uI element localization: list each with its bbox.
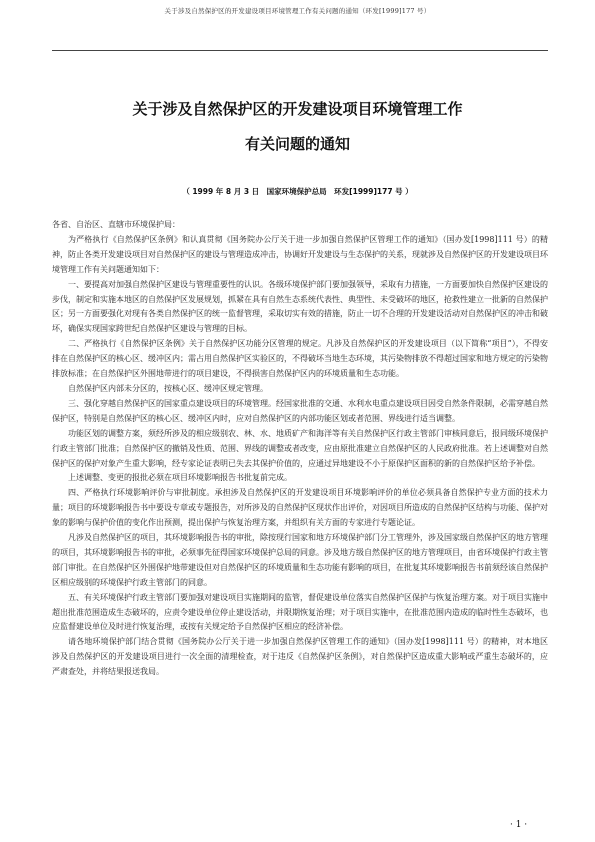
paragraph-section-1: 一、要提高对加强自然保护区建设与管理重要性的认识。各级环境保护部门要加强领导，采取有力措施，一方面要加快自然保护区建设的步伐，制定和实施本地区的自然保护区发展规划，抓紧在具有自然生态系统代表性、典型性、未受破坏的地区，抢救性建立一批新的自然保护区；另一方面要强化对现有各类自然保护区的统一监督管理，采取切实有效的措施，防止一切不合理的开发建设活动对自然保护区的冲击和破坏，确保实现国家跨世纪自然保护区建设与管理的目标。	[52, 279, 548, 334]
title-line-2: 有关问题的通知	[244, 135, 350, 153]
document-title	[0, 100, 595, 153]
running-header	[0, 0, 595, 52]
page-number: · 1 ·	[510, 820, 528, 830]
paragraph-section-4: 四、严格执行环境影响评价与审批制度。承担涉及自然保护区的开发建设项目环境影响评价的单位必须具备自然保护专业方面的技术力量；项目的环境影响报告书中要设专章或专题报告，对所涉及的自然保护区现状作出评价，对因项目所造成的自然保护区结构与功能、保护对象的影响与保护价值的变化作出预测，提出保护与恢复治理方案，并组织有关方面的专家进行专题论证。	[52, 488, 548, 528]
paragraph-section-5: 五、有关环境保护行政主管部门要加强对建设项目实施期间的监管，督促建设单位落实自然保护区保护与恢复治理方案。对于项目实施中超出批准范围造成生态破坏的，应责令建设单位停止建设活动，并限期恢复治理；对于项目实施中，在批准范围内造成的临时性生态破坏，也应监督建设单位及时进行恢复治理，或按有关规定给予自然保护区相应的经济补偿。	[52, 592, 548, 632]
paragraph-section-3-note: 上述调整、变更的报批必须在项目环境影响报告书批复前完成。	[68, 473, 292, 483]
document-body	[52, 218, 548, 680]
date-issuer-line: （ 1999 年 8 月 3 日 国家环境保护总局 环发[1999]177 号 ）	[182, 187, 413, 196]
title-line-1: 关于涉及自然保护区的开发建设项目环境管理工作	[132, 100, 463, 118]
paragraph-section-3-detail: 功能区划的调整方案，须经所涉及的相应级别农、林、水、地质矿产和海洋等有关自然保护区行政主管部门审核同意后，报同级环境保护行政主管部门批准；自然保护区的撤销及性质、范围、界线的调整或者改变，应由原批准建立自然保护区的人民政府批准。若上述调整对自然保护区的保护对象产生重大影响，经专家论证表明已失去其保护价值的，应通过异地建设不小于原保护区面积的新的自然保护区给予补偿。	[52, 428, 548, 468]
paragraph-section-2-note: 自然保护区内部未分区的，按核心区、缓冲区规定管理。	[68, 383, 268, 393]
paragraph-section-4-detail: 凡涉及自然保护区的项目，其环境影响报告书的审批，除按现行国家和地方环境保护部门分工管理外，涉及国家级自然保护区的地方管理的项目，其环境影响报告书的审批，必须事先征得国家环境保护总局的同意。涉及地方级自然保护区的地方管理项目，由省环境保护行政主管部门审批。在自然保护区外围保护地带建设但对自然保护区的环境质量和生态功能有影响的项目，在批复其环境影响报告书前须经该自然保护区相应级别的环境保护行政主管部门的同意。	[52, 533, 548, 587]
paragraph-section-2: 二、严格执行《自然保护区条例》关于自然保护区功能分区管理的规定。凡涉及自然保护区的开发建设项目（以下简称“项目”），不得安排在自然保护区的核心区、缓冲区内；需占用自然保护区实验区的，不得破坏当地生态环境，其污染物排放不得超过国家和地方规定的污染物排放标准；在自然保护区外围地带进行的项目建设，不得损害自然保护区内的环境质量和生态功能。	[52, 339, 548, 379]
paragraph-section-3: 三、强化穿越自然保护区的国家重点建设项目的环境管理。经国家批准的交通、水利水电重点建设项目因受自然条件限制，必需穿越自然保护区，特别是自然保护区的核心区、缓冲区内时，应对自然保护区的内部功能区划或者范围、界线进行适当调整。	[52, 398, 548, 423]
salutation: 各省、自治区、直辖市环境保护局：	[52, 220, 180, 229]
paragraph-intro: 为严格执行《自然保护区条例》和认真贯彻《国务院办公厅关于进一步加强自然保护区管理工作的通知》（国办发[1998]111 号）的精神，防止各类开发建设项目对自然保护区的建设与管理造成冲击，协调好开发建设与生态保护的关系，现就涉及自然保护区的开发建设项目环境管理工作有关问题通知如下：	[52, 234, 548, 274]
running-header-text: 关于涉及自然保护区的开发建设项目环境管理工作有关问题的通知（环发[1999]177 号）	[164, 7, 431, 15]
header-rule	[52, 50, 548, 51]
paragraph-closing: 请各地环境保护部门结合贯彻《国务院办公厅关于进一步加强自然保护区管理工作的通知》（国办发[1998]111 号）的精神，对本地区涉及自然保护区的开发建设项目进行一次全面的清理检查，对于违反《自然保护区条例》，对自然保护区造成重大影响或严重生态破坏的，应严肃查处，并将结果报送我局。	[52, 637, 548, 677]
